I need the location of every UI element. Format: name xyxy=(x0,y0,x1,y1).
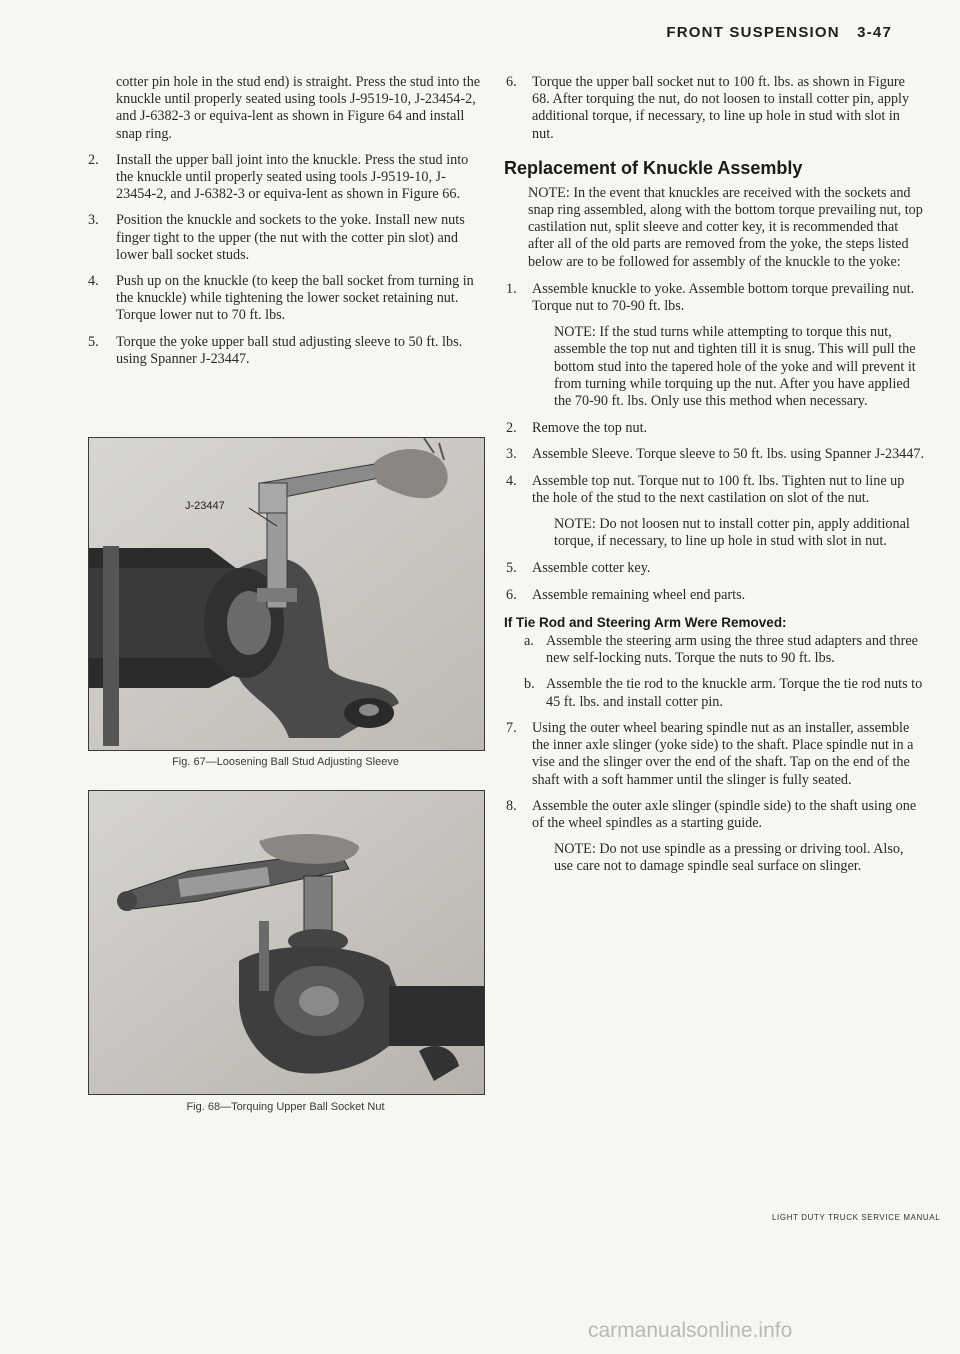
step-text: Assemble Sleeve. Torque sleeve to 50 ft. lbs. using Spanner J-23447. xyxy=(532,446,924,463)
step-number: 5. xyxy=(88,333,99,350)
right-column xyxy=(506,74,924,886)
list-item xyxy=(506,74,924,143)
list-item xyxy=(506,420,924,437)
section-heading: Replacement of Knuckle Assembly xyxy=(504,157,803,178)
note-paragraph: NOTE: If the stud turns while attempting to torque this nut, assemble the top nut and tighten till it is snug. This will pull the bottom stud into the tapered hole of the yoke and will prevent it from turning while torquing up the nut. After you have applied the 70-90 ft. lbs. Only use this method when necessary. xyxy=(554,324,916,410)
step-number: 1. xyxy=(506,280,517,297)
section-title: FRONT SUSPENSION xyxy=(666,24,840,41)
note-paragraph: NOTE: Do not use spindle as a pressing or driving tool. Also, use care not to damage spindle seal surface on slinger. xyxy=(554,841,904,875)
list-item xyxy=(506,473,924,507)
step-number: 3. xyxy=(88,212,99,229)
figure-68-caption: Fig. 68—Torquing Upper Ball Socket Nut xyxy=(186,1101,385,1113)
figure-67-photo xyxy=(88,437,485,751)
step-text: Assemble knuckle to yoke. Assemble bottom torque prevailing nut. Torque nut to 70-90 ft. lbs. xyxy=(532,280,915,315)
step-text: Assemble the steering arm using the three stud adapters and three new self-locking nuts. Torque the nuts to 90 ft. lbs. xyxy=(546,633,918,667)
step-number: 4. xyxy=(88,273,99,290)
subsection-heading: If Tie Rod and Steering Arm Were Removed: xyxy=(504,614,787,630)
torque-wrench-photo-illustration xyxy=(89,791,484,1094)
step-letter: b. xyxy=(524,676,535,693)
list-item xyxy=(88,273,484,325)
step-text: Assemble cotter key. xyxy=(532,560,651,577)
list-item xyxy=(506,560,924,577)
step-number: 5. xyxy=(506,560,517,577)
step-number: 4. xyxy=(506,472,517,489)
tool-label: J-23447 xyxy=(185,500,225,512)
step-text: Torque the yoke upper ball stud adjusting sleeve to 50 ft. lbs. using Spanner J-23447. xyxy=(116,333,463,367)
step-number: 7. xyxy=(506,719,517,736)
list-item xyxy=(506,720,924,789)
list-item xyxy=(88,152,484,204)
step-number: 6. xyxy=(506,74,517,90)
step-number: 6. xyxy=(506,586,517,603)
step-text: Assemble top nut. Torque nut to 100 ft. lbs. Tighten nut to line up the hole of the stud to the next castilation on slot of the nut. xyxy=(532,472,905,506)
manual-footer: LIGHT DUTY TRUCK SERVICE MANUAL xyxy=(772,1213,941,1222)
intro-paragraph: cotter pin hole in the stud end) is straight. Press the stud into the knuckle until properly seated using tools J-9519-10, J-23454-2, and J-6382-3 or equiva-lent as shown in Figure 64 and install snap ring. xyxy=(116,74,481,142)
list-item xyxy=(88,334,484,368)
list-item xyxy=(88,212,484,264)
list-item xyxy=(506,676,924,710)
list-item xyxy=(506,798,924,832)
step-text: Remove the top nut. xyxy=(532,420,648,437)
step-number: 2. xyxy=(506,420,517,437)
step-number: 3. xyxy=(506,446,517,463)
list-item xyxy=(506,587,924,604)
step-text: Push up on the knuckle (to keep the ball socket from turning in the knuckle) while tightening the lower socket retaining nut. Torque lower nut to 70 ft. lbs. xyxy=(116,273,474,324)
list-item xyxy=(506,446,924,463)
step-text: Using the outer wheel bearing spindle nut as an installer, assemble the inner axle slinger (yoke side) to the shaft. Place spindle nut in a vise and the slinger over the end of the shaft. Tap on the end of the shaft with a soft hammer until the slinger is fully seated. xyxy=(532,719,914,788)
list-item xyxy=(506,281,924,315)
step-number: 8. xyxy=(506,797,517,814)
step-text: Torque the upper ball socket nut to 100 ft. lbs. as shown in Figure 68. After torquing the nut, do not loosen to install cotter pin, apply additional torque, if necessary, to line up hole in stud with slot in nut. xyxy=(532,74,910,142)
step-text: Assemble remaining wheel end parts. xyxy=(532,586,746,603)
step-letter: a. xyxy=(524,633,534,650)
page-header xyxy=(654,24,892,41)
step-number: 2. xyxy=(88,151,99,168)
page-number: 3-47 xyxy=(857,24,892,41)
figure-68-photo xyxy=(88,790,485,1095)
spanner-photo-illustration xyxy=(89,438,484,750)
step-text: Assemble the outer axle slinger (spindle side) to the shaft using one of the wheel spindles as a starting guide. xyxy=(532,797,917,831)
step-text: Install the upper ball joint into the knuckle. Press the stud into the knuckle until properly seated using tools J-9519-10, J-23454-2, and J-6382-3 or equiva-lent as shown in Figure 66. xyxy=(116,151,469,203)
list-item xyxy=(506,633,924,667)
figure-67-caption: Fig. 67—Loosening Ball Stud Adjusting Sleeve xyxy=(172,756,399,768)
note-paragraph: NOTE: In the event that knuckles are received with the sockets and snap ring assembled, along with the bottom torque prevailing nut, top castilation nut, split sleeve and cotter key, it is recommended that after all of the old parts are removed from the yoke, the steps listed below are to be followed for assembly of the knuckle to the yoke: xyxy=(528,184,923,270)
step-text: Position the knuckle and sockets to the yoke. Install new nuts finger tight to the upper (the nut with the cotter pin slot) and lower ball socket studs. xyxy=(116,212,465,263)
step-text: Assemble the tie rod to the knuckle arm. Torque the tie rod nuts to 45 ft. lbs. and install cotter pin. xyxy=(546,676,923,710)
note-paragraph: NOTE: Do not loosen nut to install cotter pin, apply additional torque, if necessary, to line up hole in stud with slot in nut. xyxy=(554,516,910,550)
watermark: carmanualsonline.info xyxy=(588,1319,793,1342)
left-column xyxy=(88,74,484,377)
